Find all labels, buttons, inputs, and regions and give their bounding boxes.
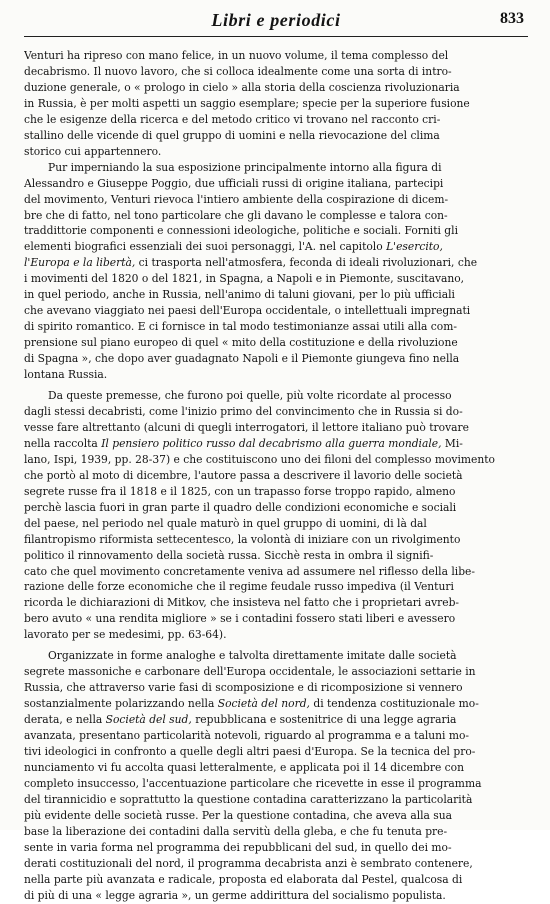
section-title: Libri e periodici bbox=[211, 10, 341, 30]
text-line: dagli stessi decabristi, come l'inizio primo del convincimento che in Russia si do- bbox=[24, 404, 463, 418]
text-line: segrete russe fra il 1818 e il 1825, con un trapasso forse troppo rapido, almeno bbox=[24, 484, 456, 498]
text-line: avanzata, presentano particolarità notevoli, riguardo al programma e a taluni mo- bbox=[24, 729, 470, 743]
text-line: Organizzate in forme analoghe e talvolta direttamente imitate dalle società bbox=[48, 649, 457, 663]
text-line: completo insuccesso, l'accentuazione particolare che ricevette in esse il programma bbox=[24, 776, 482, 790]
text-line: i movimenti del 1820 o del 1821, in Spagna, a Napoli e in Piemonte, suscitavano, bbox=[24, 272, 465, 286]
text-line: lano, Ispi, 1939, pp. 28-37) e che costituiscono uno dei filoni del complesso movimento bbox=[24, 452, 495, 466]
text-line: lontana Russia. bbox=[24, 368, 108, 382]
text-line: che le esigenze della ricerca e del metodo critico vi trovano nel racconto cri- bbox=[24, 112, 441, 126]
header-rule bbox=[24, 36, 528, 37]
text-line: più evidente delle società russe. Per la questione contadina, che aveva alla sua bbox=[24, 808, 453, 822]
text-line: nella raccolta Il pensiero politico russo dal decabrismo alla guerra mondiale, Mi- bbox=[24, 436, 463, 450]
text-line: di più di una « legge agraria », un germe addirittura del socialismo populista. bbox=[24, 888, 446, 902]
text-line: in Russia, è per molti aspetti un saggio esemplare; specie per la superiore fusione bbox=[24, 96, 470, 110]
text-line: bero avuto « una rendita migliore » se i contadini fossero stati liberi e avessero bbox=[24, 612, 456, 626]
text-line: cato che quel movimento concretamente veniva ad assumere nel riflesso della libe- bbox=[24, 564, 475, 578]
paragraph bbox=[24, 388, 524, 643]
text-line: l'Europa e la libertà, ci trasporta nell'atmosfera, feconda di ideali rivoluzionari, che bbox=[24, 256, 478, 270]
text-line: lavorato per se medesimi, pp. 63-64). bbox=[24, 628, 227, 642]
text-line: del tirannicidio e soprattutto la questione contadina caratterizzano la particolarità bbox=[24, 792, 473, 806]
page-number: 833 bbox=[500, 10, 524, 27]
text-line: stallino delle vicende di quel gruppo di uomini e nella rievocazione del clima bbox=[24, 128, 440, 142]
text-line: derata, e nella Società del sud, repubblicana e sostenitrice di una legge agraria bbox=[24, 713, 457, 727]
text-line: sente in varia forma nel programma dei repubblicani del sud, in quello dei mo- bbox=[24, 840, 452, 854]
text-line: che portò al moto di dicembre, l'autore passa a descrivere il lavorio delle società bbox=[24, 468, 463, 482]
text-line: del paese, nel periodo nel quale maturò in quel gruppo di uomini, di là dal bbox=[24, 516, 427, 530]
text-line: decabrismo. Il nuovo lavoro, che si colloca idealmente come una sorta di intro- bbox=[24, 64, 452, 78]
text-line: Pur imperniando la sua esposizione principalmente intorno alla figura di bbox=[48, 160, 442, 174]
text-line: del movimento, Venturi rievoca l'intiero ambiente della cospirazione di dicem- bbox=[24, 192, 449, 206]
text-line: di spirito romantico. E ci fornisce in tal modo testimonianze assai utili alla com- bbox=[24, 320, 457, 334]
text-line: elementi biografici essenziali dei suoi personaggi, l'A. nel capitolo L'esercito, bbox=[24, 240, 443, 254]
text-line: Venturi ha ripreso con mano felice, in un nuovo volume, il tema complesso del bbox=[24, 49, 449, 62]
text-body bbox=[24, 48, 524, 904]
text-line: di Spagna », che dopo aver guadagnato Napoli e il Piemonte giungeva fino nella bbox=[24, 352, 460, 366]
text-line: perchè lascia fuori in gran parte il quadro delle condizioni economiche e sociali bbox=[24, 500, 457, 514]
text-line: nella parte più avanzata e radicale, proposta ed elaborata dal Pestel, qualcosa di bbox=[24, 872, 463, 886]
text-line: nunciamento vi fu accolta quasi letteralmente, e applicata poi il 14 dicembre con bbox=[24, 760, 464, 774]
text-line: Russia, che attraverso varie fasi di scomposizione e di ricomposizione si vennero bbox=[24, 681, 463, 695]
text-line: che avevano viaggiato nei paesi dell'Europa occidentale, o intellettuali impregnati bbox=[24, 304, 471, 318]
text-line: derati costituzionali del nord, il programma decabrista anzi è sembrato contenere, bbox=[24, 856, 473, 870]
text-line: Da queste premesse, che furono poi quelle, più volte ricordate al processo bbox=[48, 389, 452, 403]
text-line: vesse fare altrettanto (alcuni di quegli interrogatori, il lettore italiano può trovare bbox=[24, 420, 469, 434]
text-line: tivi ideologici in confronto a quelle degli altri paesi d'Europa. Se la tecnica del pro- bbox=[24, 744, 476, 758]
text-line: sostanzialmente polarizzando nella Società del nord, di tendenza costituzionale mo- bbox=[24, 697, 479, 711]
text-line: duzione generale, o « prologo in cielo » alla storia della coscienza rivoluzionaria bbox=[24, 80, 460, 94]
text-line: traddittorie componenti e connessioni ideologiche, politiche e sociali. Forniti gli bbox=[24, 224, 458, 238]
paragraph bbox=[24, 48, 524, 160]
text-line: Alessandro e Giuseppe Poggio, due ufficiali russi di origine italiana, partecipi bbox=[24, 176, 444, 190]
text-line: storico cui appartennero. bbox=[24, 144, 162, 158]
text-line: filantropismo riformista settecentesco, la volontà di iniziare con un rivolgimento bbox=[24, 532, 461, 546]
paragraph bbox=[24, 648, 524, 903]
text-line: ricorda le dichiarazioni di Mitkov, che insisteva nel fatto che i proprietari avreb- bbox=[24, 596, 460, 610]
text-line: bre che di fatto, nel tono particolare che gli davano le complesse e talora con- bbox=[24, 208, 448, 222]
text-line: politico il rinnovamento della società russa. Sicchè resta in ombra il signifi- bbox=[24, 548, 434, 562]
text-line: base la liberazione dei contadini dalla servitù della gleba, e che fu tenuta pre- bbox=[24, 824, 448, 838]
running-header bbox=[24, 6, 528, 36]
text-line: razione delle forze economiche che il regime feudale russo impediva (il Venturi bbox=[24, 580, 454, 594]
text-line: segrete massoniche e carbonare dell'Europa occidentale, le associazioni settarie in bbox=[24, 665, 476, 679]
text-line: prensione sul piano europeo di quel « mito della costituzione e della rivoluzione bbox=[24, 336, 458, 350]
text-line: in quel periodo, anche in Russia, nell'animo di taluni giovani, per lo più ufficiali bbox=[24, 288, 455, 302]
paragraph bbox=[24, 160, 524, 383]
